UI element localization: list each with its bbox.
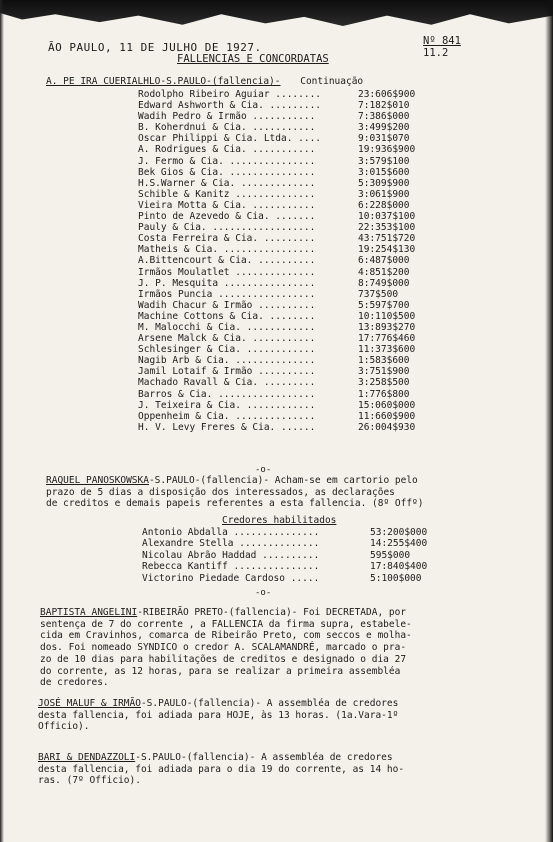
creditor-name: Machine Cottons & Cia. ........ <box>138 310 316 322</box>
creditor-row <box>138 144 528 155</box>
creditor-name: A.Bittencourt & Cia. .......... <box>138 255 316 267</box>
entry-name: BAPTISTA ANGELINI <box>40 607 138 618</box>
creditor-value: 10:110$500 <box>358 310 416 322</box>
creditor-value: 26:004$930 <box>358 421 416 433</box>
creditor-row <box>138 322 528 333</box>
creditor-value: 7:182$010 <box>358 100 410 112</box>
creditor-value: 6:228$000 <box>358 199 410 211</box>
habilitado-row <box>142 561 442 572</box>
creditor-value: 5:309$900 <box>358 177 410 189</box>
habilitados-title: Credores habilitados <box>222 515 337 526</box>
creditor-row <box>138 311 528 322</box>
creditor-value: 3:499$200 <box>358 122 410 134</box>
creditor-name: Vieira Motta & Cia. ........... <box>138 199 316 211</box>
creditor-value: 8:749$000 <box>358 277 410 289</box>
habilitado-value: 595$000 <box>370 549 411 561</box>
creditor-name: Irmãos Moulatlet .............. <box>138 266 316 278</box>
habilitado-name: Nicolau Abrão Haddad .......... <box>142 549 320 561</box>
creditor-name: Matheis & Cia. ................ <box>138 244 316 256</box>
creditor-name: Pauly & Cia. .................. <box>138 222 316 234</box>
creditor-value: 3:061$900 <box>358 188 410 200</box>
creditor-name: Rodolpho Ribeiro Aguiar ........ <box>138 89 322 100</box>
creditor-row <box>138 211 528 222</box>
section-title: FALLENCIAS E CONCORDATAS <box>177 53 329 65</box>
section3-paragraph <box>40 607 412 689</box>
creditor-list <box>138 89 528 433</box>
paragraph-line <box>46 475 424 487</box>
creditor-row <box>138 267 528 278</box>
creditor-row <box>138 156 528 167</box>
paragraph-line: cida em Cravinhos, comarca de Ribeirão Preto, com seccos e molha- <box>40 630 412 642</box>
creditor-name: H.S.Warner & Cia. ............. <box>138 177 316 189</box>
line-text: -S.PAULO-(fallencia)- Acham-se em cartorio pelo <box>148 475 418 486</box>
creditor-value: 10:037$100 <box>358 211 416 223</box>
habilitado-value: 53:200$000 <box>370 527 428 538</box>
creditor-row <box>138 278 528 289</box>
creditor-name: J. Fermo & Cia. ............... <box>138 155 316 167</box>
creditor-name: Edward Ashworth & Cia. ......... <box>138 100 322 112</box>
creditor-name: Oppenheim & Cia. .............. <box>138 410 316 422</box>
section2-paragraph <box>46 475 424 510</box>
creditor-value: 4:851$200 <box>358 266 410 278</box>
header-doc-number <box>423 35 461 59</box>
line-text: -S.PAULO-(fallencia)- A assembléa de credores <box>140 698 399 709</box>
creditor-value: 3:015$600 <box>358 166 410 178</box>
creditor-row <box>138 377 528 388</box>
creditor-row <box>138 89 528 100</box>
creditor-row <box>138 111 528 122</box>
paragraph-line: Officio). <box>38 721 90 733</box>
divider-mark: -o- <box>255 588 272 598</box>
creditor-value: 9:031$070 <box>358 133 410 145</box>
creditor-row <box>138 333 528 344</box>
habilitado-name: Alexandre Stella .............. <box>142 538 320 550</box>
line-text: -RIBEIRÃO PRETO-(fallencia)- Foi DECRETADA, por <box>137 607 407 618</box>
habilitado-name: Rebecca Kantiff ............... <box>142 561 320 573</box>
creditor-row <box>138 100 528 111</box>
creditor-row <box>138 411 528 422</box>
paragraph-line: desta fallencia, foi adiada para HOJE, às 13 horas. (1a.Vara-1º <box>38 709 399 721</box>
creditor-row <box>138 133 528 144</box>
paragraph-line <box>40 607 412 619</box>
creditor-name: Wadih Pedro & Irmão ........... <box>138 111 316 123</box>
habilitado-row <box>142 550 442 561</box>
habilitado-name: Victorino Piedade Cardoso ..... <box>142 572 320 584</box>
creditor-name: Schlesinger & Cia. ............ <box>138 344 316 356</box>
creditor-value: 1:776$800 <box>358 388 410 400</box>
creditor-name: J. P. Mesquita ................ <box>138 277 316 289</box>
scan-dark-edge-top <box>0 0 553 26</box>
creditor-value: 3:579$100 <box>358 155 410 167</box>
creditor-row <box>138 389 528 400</box>
creditor-value: 22:353$100 <box>358 222 416 234</box>
habilitado-name: Antonio Abdalla ............... <box>142 527 320 538</box>
creditor-name: Costa Ferreira & Cia. ......... <box>138 233 316 245</box>
creditor-name: Bek Gios & Cia. ............... <box>138 166 316 178</box>
scan-dark-edge-left <box>0 0 4 842</box>
paragraph-line <box>38 752 404 764</box>
paragraph-line: zo de 10 dias para habilitações de creditos e designado o dia 27 <box>40 653 407 665</box>
scan-dark-edge-right <box>545 0 553 842</box>
entry-name: BARI & DENDAZZOLI <box>38 752 136 763</box>
creditor-value: 19:254$130 <box>358 244 416 256</box>
creditor-value: 17:776$460 <box>358 333 416 345</box>
creditor-name: A. Rodrigues & Cia. ........... <box>138 144 316 156</box>
creditor-row <box>138 366 528 377</box>
creditor-row <box>138 344 528 355</box>
creditor-value: 11:660$900 <box>358 410 416 422</box>
creditor-value: 7:386$000 <box>358 111 410 123</box>
creditor-row <box>138 355 528 366</box>
entry-name: JOSÉ MALUF & IRMÃO <box>38 698 141 709</box>
doc-number: Nº 841 <box>423 35 461 47</box>
creditor-name: Irmãos Puncia ................. <box>138 288 316 300</box>
paragraph-line: de credores. <box>40 677 109 689</box>
creditor-name: Oscar Philippi & Cia. Ltda. .... <box>138 133 322 145</box>
habilitado-row <box>142 538 442 549</box>
creditor-row <box>138 244 528 255</box>
habilitado-value: 5:100$000 <box>370 572 422 584</box>
paragraph-line: do corrente, as 12 horas, para se realizar a primeira assembléa <box>40 665 401 677</box>
creditor-name: Barros & Cia. ................. <box>138 388 316 400</box>
doc-subnumber: 11.2 <box>423 47 449 59</box>
creditor-row <box>138 300 528 311</box>
creditor-name: Nagib Arb & Cia. .............. <box>138 355 316 367</box>
paragraph-line: de creditos e demais papeis referentes a esta fallencia. (8º Offº) <box>46 498 424 510</box>
creditor-value: 1:583$600 <box>358 355 410 367</box>
paragraph-line: ras. (7º Officio). <box>38 775 141 787</box>
creditor-row <box>138 400 528 411</box>
habilitado-row <box>142 573 442 584</box>
creditor-name: Machado Ravall & Cia. ......... <box>138 377 316 389</box>
creditor-value: 6:487$000 <box>358 255 410 267</box>
creditor-row <box>138 122 528 133</box>
creditor-name: Schible & Kanitz .............. <box>138 188 316 200</box>
paragraph-line: desta fallencia, foi adiada para o dia 19 do corrente, as 14 ho- <box>38 763 405 775</box>
paragraph-line <box>38 698 398 710</box>
creditor-row <box>138 255 528 266</box>
creditor-row <box>138 167 528 178</box>
creditor-row <box>138 178 528 189</box>
creditor-row <box>138 422 528 433</box>
section4-paragraph <box>38 698 398 733</box>
creditor-row <box>138 233 528 244</box>
paragraph-line: sentença de 7 do corrente , a FALLENCIA da firma supra, estabele- <box>40 618 412 630</box>
habilitado-value: 14:255$400 <box>370 538 428 550</box>
paragraph-line: prazo de 5 dias a disposição dos interessados, as declarações <box>46 486 395 498</box>
creditor-name: B. Koherdnui & Cia. ........... <box>138 122 316 134</box>
creditor-name: Wadih Chacur & Irmão .......... <box>138 299 316 311</box>
header-date-line: ÃO PAULO, 11 DE JULHO DE 1927. <box>48 41 262 54</box>
creditor-name: M. Malocchi & Cia. ............ <box>138 321 316 333</box>
creditor-value: 15:060$000 <box>358 399 416 411</box>
section1-continuation: Continuação <box>300 76 364 87</box>
habilitado-row <box>142 527 442 538</box>
creditor-value: 5:597$700 <box>358 299 410 311</box>
section5-paragraph <box>38 752 404 787</box>
creditor-value: 11:373$600 <box>358 344 416 356</box>
paragraph-line: dos. Foi nomeado SYNDICO o credor A. SCALAMANDRÉ, marcado o pra- <box>40 642 407 654</box>
section1-heading-text: A. PE IRA CUERIALHLO-S.PAULO-(fallencia)- <box>46 76 281 87</box>
creditor-name: H. V. Levy Freres & Cia. ...... <box>138 421 316 433</box>
creditor-value: 3:751$900 <box>358 366 410 378</box>
creditor-row <box>138 200 528 211</box>
habilitados-list <box>142 527 442 584</box>
line-text: -S.PAULO-(fallencia)- A assembléa de credores <box>135 752 393 763</box>
habilitado-value: 17:840$400 <box>370 561 428 573</box>
creditor-name: Arsene Malck & Cia. ........... <box>138 333 316 345</box>
creditor-value: 13:893$270 <box>358 321 416 333</box>
creditor-value: 43:751$720 <box>358 233 416 245</box>
creditor-value: 3:258$500 <box>358 377 410 389</box>
creditor-name: J. Teixeira & Cia. ............ <box>138 399 316 411</box>
creditor-name: Pinto de Azevedo & Cia. ....... <box>138 211 316 223</box>
creditor-value: 23:606$900 <box>358 89 416 100</box>
creditor-value: 19:936$900 <box>358 144 416 156</box>
creditor-value: 737$500 <box>358 288 399 300</box>
section1-heading <box>46 76 363 87</box>
creditor-name: Jamil Lotaif & Irmão .......... <box>138 366 316 378</box>
creditor-row <box>138 222 528 233</box>
divider-mark: -o- <box>255 465 272 475</box>
creditor-row <box>138 189 528 200</box>
creditor-row <box>138 289 528 300</box>
entry-name: RAQUEL PANOSKOWSKA <box>46 475 149 486</box>
